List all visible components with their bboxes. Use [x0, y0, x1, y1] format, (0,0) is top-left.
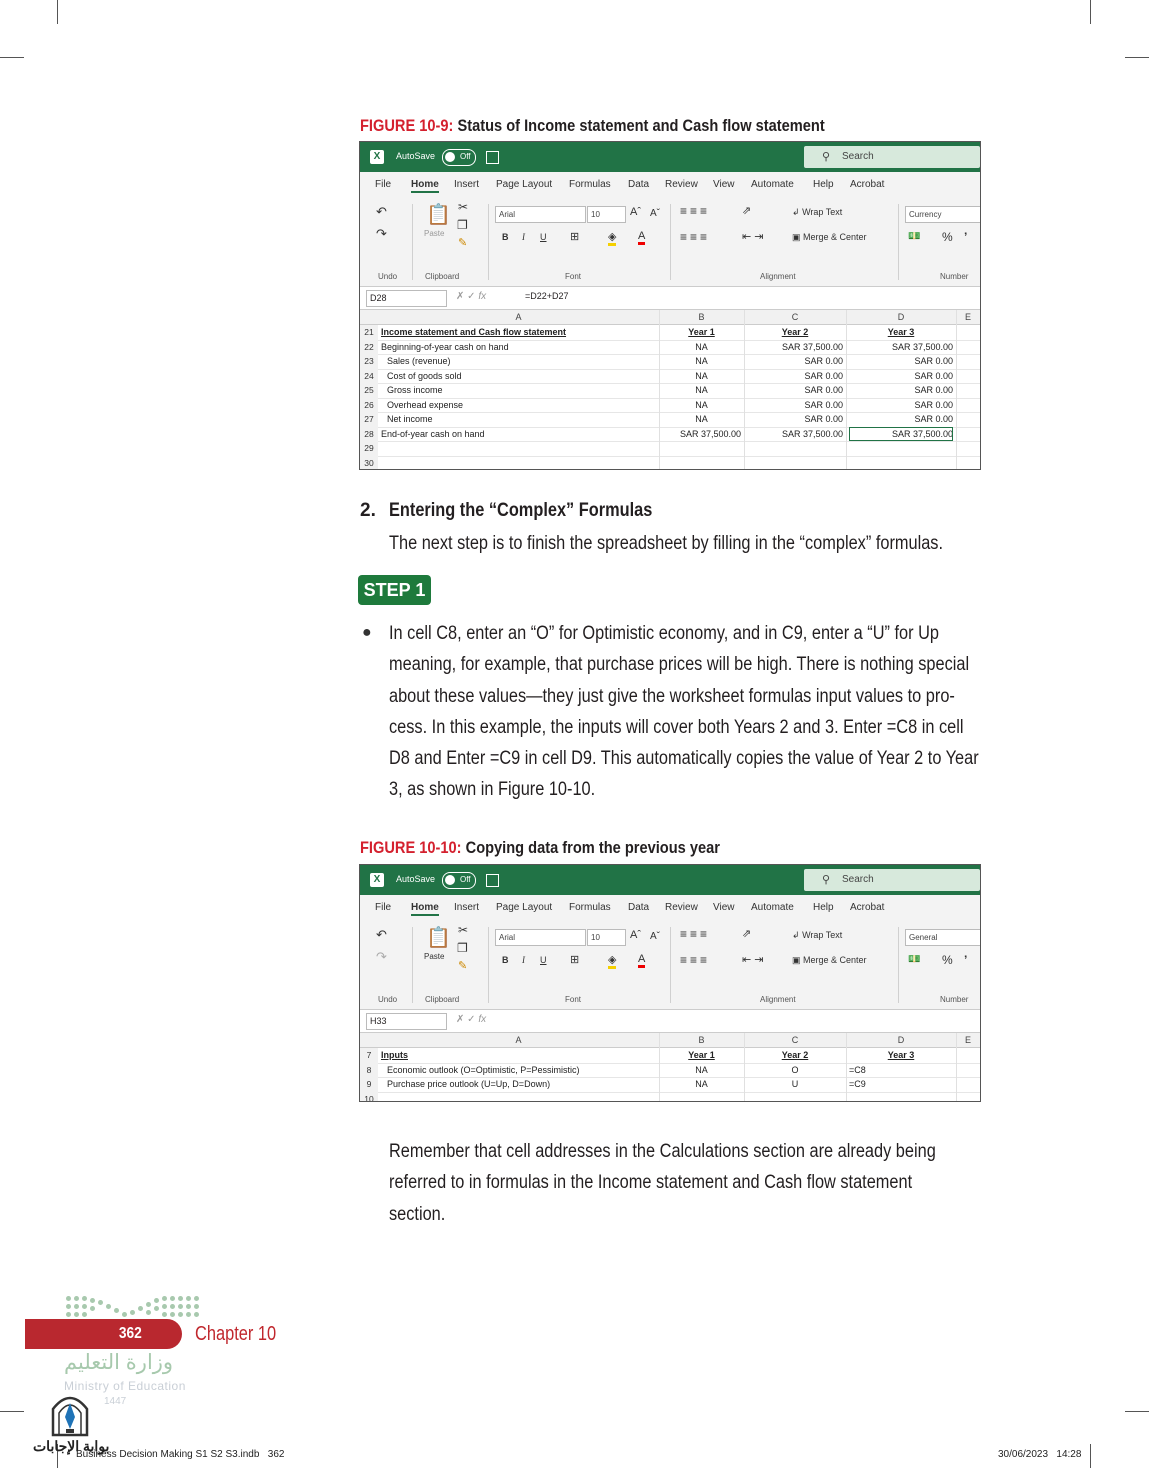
- copy-icon[interactable]: ❐: [457, 941, 468, 955]
- logo-dot: [146, 1302, 151, 1307]
- figure-caption: [360, 838, 720, 858]
- cell-d9[interactable]: =C9: [849, 1079, 866, 1089]
- step-badge: STEP 1: [358, 575, 431, 605]
- menu-help[interactable]: Help: [813, 179, 834, 190]
- menu-file[interactable]: File: [375, 902, 392, 913]
- column-header-d[interactable]: D: [846, 1033, 956, 1048]
- logo-dot: [186, 1312, 191, 1317]
- font-name-select[interactable]: Arial: [495, 206, 586, 223]
- cell-c22[interactable]: SAR 37,500.00: [781, 341, 843, 352]
- format-painter-icon[interactable]: ✎: [458, 960, 468, 972]
- undo-icon[interactable]: ↶: [376, 204, 387, 219]
- cell-a10[interactable]: [381, 1092, 662, 1103]
- crop-mark: [1125, 57, 1149, 58]
- autosave-label: AutoSave: [396, 151, 436, 161]
- excel-logo-icon: X: [370, 873, 384, 887]
- table-row: [360, 1077, 980, 1093]
- logo-dot: [74, 1304, 79, 1309]
- logo-dot: [194, 1304, 199, 1309]
- menu-acrobat[interactable]: Acrobat: [850, 179, 885, 190]
- cell-d23[interactable]: SAR 0.00: [914, 356, 953, 366]
- search-box[interactable]: ⚲ Search: [804, 869, 980, 891]
- text-line: meaning, for example, that purchase prices will be high. There is nothing special: [389, 654, 970, 676]
- page-number-tab: [25, 1319, 182, 1349]
- paste-icon[interactable]: 📋: [426, 927, 451, 949]
- group-undo: Undo: [378, 995, 398, 1004]
- percent-icon[interactable]: %: [942, 230, 953, 244]
- logo-dot: [138, 1306, 143, 1311]
- redo-icon[interactable]: ↷: [376, 226, 387, 241]
- cell-b27[interactable]: NA: [695, 414, 708, 424]
- logo-dot: [178, 1312, 183, 1317]
- table-row: [360, 441, 980, 457]
- menu-review[interactable]: Review: [665, 902, 698, 913]
- number-format-select[interactable]: Currency: [905, 206, 981, 223]
- row-number[interactable]: 28: [360, 427, 378, 442]
- column-header-e[interactable]: E: [956, 1033, 980, 1048]
- menu-page-layout[interactable]: Page Layout: [496, 902, 553, 913]
- text-line: cess. In this example, the inputs will cover both Years 2 and 3. Enter =C8 in cell: [389, 716, 964, 738]
- fill-color-icon[interactable]: ◈: [608, 230, 616, 246]
- section-number: 2.: [360, 500, 376, 521]
- cell-a9[interactable]: Purchase price outlook (U=Up, D=Down): [387, 1079, 551, 1089]
- logo-dot: [106, 1304, 111, 1309]
- autosave-toggle[interactable]: Off: [442, 149, 476, 166]
- logo-dot: [194, 1296, 199, 1301]
- cell-d27[interactable]: SAR 0.00: [914, 414, 953, 424]
- row-number[interactable]: 25: [360, 383, 378, 398]
- logo-dot: [170, 1296, 175, 1301]
- logo-dot: [186, 1304, 191, 1309]
- number-format-select[interactable]: General: [905, 929, 981, 946]
- row-number[interactable]: 27: [360, 412, 378, 427]
- column-header-d[interactable]: D: [846, 310, 956, 325]
- font-color-icon[interactable]: A: [638, 953, 645, 968]
- table-row: [360, 1063, 980, 1079]
- row-number[interactable]: 29: [360, 441, 378, 456]
- search-box[interactable]: ⚲ Search: [804, 146, 980, 168]
- underline-icon[interactable]: U: [540, 955, 547, 965]
- text-line: In cell C8, enter an “O” for Optimistic economy, and in C9, enter a “U” for Up: [389, 623, 940, 644]
- menu-home[interactable]: Home: [411, 179, 439, 193]
- select-all-corner[interactable]: [360, 1033, 378, 1048]
- text-line: section.: [389, 1203, 446, 1225]
- group-clipboard: Clipboard: [425, 995, 460, 1004]
- logo-dot: [82, 1312, 87, 1317]
- logo-dot: [114, 1308, 119, 1313]
- vertical-align-icons[interactable]: ≡≡≡: [680, 927, 711, 941]
- menu-view[interactable]: View: [713, 902, 735, 913]
- group-undo: Undo: [378, 272, 398, 281]
- text-line: D8 and Enter =C9 in cell D9. This automatically copies the value of Year 2 to Year: [389, 748, 979, 770]
- indent-icons[interactable]: ⇤⇥: [742, 954, 767, 966]
- menu-formulas[interactable]: Formulas: [569, 179, 611, 190]
- logo-dot: [130, 1310, 135, 1315]
- row-number[interactable]: 26: [360, 398, 378, 413]
- search-icon: ⚲: [822, 151, 831, 163]
- italic-icon[interactable]: I: [522, 955, 525, 965]
- logo-dot: [162, 1296, 167, 1301]
- title-bar: [360, 142, 980, 172]
- print-date-time: 30/06/2023 14:28: [998, 1449, 1082, 1460]
- menu-review[interactable]: Review: [665, 179, 698, 190]
- column-header-a[interactable]: A: [378, 310, 659, 325]
- cell-a7[interactable]: Inputs: [381, 1050, 408, 1060]
- portal-name: بوابة الإجابات: [33, 1438, 110, 1454]
- row-number[interactable]: 24: [360, 369, 378, 384]
- logo-dot: [186, 1296, 191, 1301]
- section-intro: The next step is to finish the spreadsheet by filling in the “complex” formulas.: [389, 533, 944, 554]
- logo-dot: [98, 1300, 103, 1305]
- cell-b7[interactable]: Year 1: [688, 1050, 715, 1060]
- menu-file[interactable]: File: [375, 179, 392, 190]
- closing-paragraph: [389, 1136, 936, 1230]
- cell-a24[interactable]: Cost of goods sold: [387, 370, 462, 381]
- cell-b30[interactable]: [662, 456, 741, 471]
- logo-dot: [194, 1312, 199, 1317]
- table-row: [360, 412, 980, 428]
- crop-mark: [1090, 0, 1091, 24]
- cell-c23[interactable]: SAR 0.00: [804, 356, 843, 366]
- page-number: 362: [119, 1325, 143, 1342]
- logo-dot: [82, 1304, 87, 1309]
- merge-center-button[interactable]: ▣ Merge & Center: [792, 232, 867, 242]
- undo-icon[interactable]: ↶: [376, 927, 387, 942]
- cell-b28[interactable]: SAR 37,500.00: [679, 428, 741, 439]
- cut-icon[interactable]: ✂: [458, 923, 469, 937]
- chapter-label: Chapter 10: [195, 1323, 277, 1345]
- select-all-corner[interactable]: [360, 310, 378, 325]
- orientation-icon[interactable]: ⇗: [742, 205, 752, 217]
- logo-dot: [178, 1304, 183, 1309]
- table-row: [360, 427, 980, 443]
- italic-icon[interactable]: I: [522, 232, 525, 242]
- menu-help[interactable]: Help: [813, 902, 834, 913]
- menu-data[interactable]: Data: [628, 179, 650, 190]
- cell-c24[interactable]: SAR 0.00: [804, 370, 843, 381]
- crop-mark: [0, 57, 24, 58]
- cell-a25[interactable]: Gross income: [387, 385, 443, 395]
- step-paragraph: [389, 618, 979, 806]
- cell-d30[interactable]: [849, 456, 953, 471]
- table-row: [360, 383, 980, 399]
- cell-b21[interactable]: Year 1: [688, 327, 715, 337]
- indent-icons[interactable]: ⇤⇥: [742, 231, 767, 243]
- accounting-format-icon[interactable]: 💵: [908, 954, 921, 965]
- save-icon[interactable]: [486, 874, 499, 887]
- paste-label: Paste: [424, 229, 445, 238]
- percent-icon[interactable]: %: [942, 953, 953, 967]
- cell-d24[interactable]: SAR 0.00: [914, 370, 953, 381]
- format-painter-icon[interactable]: ✎: [458, 237, 468, 249]
- cell-a27[interactable]: Net income: [387, 414, 433, 424]
- text-line: 3, as shown in Figure 10-10.: [389, 779, 596, 801]
- logo-dot: [178, 1296, 183, 1301]
- row-number[interactable]: 8: [360, 1063, 378, 1078]
- menu-automate[interactable]: Automate: [751, 179, 794, 190]
- font-size-select[interactable]: 10: [587, 929, 626, 946]
- worksheet-grid: [360, 310, 980, 470]
- logo-dot: [154, 1298, 159, 1303]
- redo-icon[interactable]: ↷: [376, 949, 387, 964]
- increase-font-icon[interactable]: Aˆ: [630, 929, 641, 941]
- cell-b25[interactable]: NA: [695, 385, 708, 395]
- file-name: Business Decision Making S1 S2 S3.indb 362: [76, 1449, 285, 1460]
- cell-c8[interactable]: O: [791, 1064, 799, 1075]
- cell-d7[interactable]: Year 3: [887, 1050, 915, 1060]
- decrease-font-icon[interactable]: Aˇ: [650, 931, 660, 942]
- autosave-label: AutoSave: [396, 874, 436, 884]
- cell-c30[interactable]: [747, 456, 843, 471]
- figure-caption: [360, 116, 825, 136]
- cell-b10[interactable]: [662, 1092, 741, 1103]
- borders-icon[interactable]: ⊞: [570, 954, 580, 966]
- group-number: Number: [940, 272, 969, 281]
- cell-c7[interactable]: Year 2: [781, 1050, 809, 1060]
- title-bar: [360, 865, 980, 895]
- ministry-year: 1447: [104, 1396, 127, 1407]
- cell-b22[interactable]: NA: [695, 341, 708, 352]
- ministry-arabic: وزارة التعليم: [64, 1351, 174, 1374]
- crop-mark: [0, 1411, 24, 1412]
- ribbon: [360, 196, 980, 287]
- cell-d25[interactable]: SAR 0.00: [914, 385, 953, 395]
- name-box[interactable]: D28: [366, 290, 447, 307]
- cell-c27[interactable]: SAR 0.00: [804, 414, 843, 424]
- group-alignment: Alignment: [760, 995, 796, 1004]
- column-header-c[interactable]: C: [744, 1033, 846, 1048]
- cell-c9[interactable]: U: [791, 1079, 799, 1089]
- table-row: [360, 456, 980, 471]
- logo-dot: [66, 1304, 71, 1309]
- function-icon[interactable]: ✗ ✓ fx: [456, 1014, 487, 1025]
- copy-icon[interactable]: ❐: [457, 218, 468, 232]
- group-clipboard: Clipboard: [425, 272, 460, 281]
- vertical-align-icons[interactable]: ≡≡≡: [680, 204, 711, 218]
- wrap-text-button[interactable]: ↲ Wrap Text: [792, 207, 843, 217]
- menu-insert[interactable]: Insert: [454, 902, 480, 913]
- cell-d8[interactable]: =C8: [849, 1064, 866, 1075]
- logo-dot: [154, 1306, 159, 1311]
- bullet-icon: ●: [362, 624, 372, 641]
- merge-center-icon: ▣: [792, 232, 801, 242]
- ministry-english: Ministry of Education: [64, 1379, 186, 1393]
- bold-icon[interactable]: B: [502, 955, 509, 965]
- cell-d10[interactable]: [849, 1092, 953, 1103]
- logo-dot: [74, 1296, 79, 1301]
- row-number[interactable]: 23: [360, 354, 378, 369]
- name-box[interactable]: H33: [366, 1013, 447, 1030]
- cell-a28[interactable]: End-of-year cash on hand: [381, 428, 485, 439]
- text-line: about these values—they just give the worksheet formulas input values to pro-: [389, 685, 955, 707]
- logo-dot: [146, 1310, 151, 1315]
- cell-b23[interactable]: NA: [695, 356, 708, 366]
- logo-dot: [90, 1298, 95, 1303]
- cell-b9[interactable]: NA: [695, 1079, 708, 1089]
- row-number[interactable]: 22: [360, 340, 378, 355]
- menu-formulas[interactable]: Formulas: [569, 902, 611, 913]
- crop-mark: [57, 0, 58, 24]
- menu-bar: [360, 172, 980, 196]
- increase-font-icon[interactable]: Aˆ: [630, 206, 641, 218]
- font-size-select[interactable]: 10: [587, 206, 626, 223]
- logo-dot: [74, 1312, 79, 1317]
- group-alignment: Alignment: [760, 272, 796, 281]
- cell-c28[interactable]: SAR 37,500.00: [781, 428, 843, 439]
- column-header-b[interactable]: B: [659, 1033, 744, 1048]
- figure-title: Status of Income statement and Cash flow statement: [457, 116, 825, 135]
- row-number[interactable]: 9: [360, 1077, 378, 1092]
- horizontal-align-icons[interactable]: ≡≡≡: [680, 953, 711, 967]
- autosave-toggle[interactable]: Off: [442, 872, 476, 889]
- text-line: Remember that cell addresses in the Calculations section are already being: [389, 1141, 936, 1162]
- excel-window: [359, 141, 981, 470]
- accounting-format-icon[interactable]: 💵: [908, 231, 921, 242]
- logo-dot: [162, 1304, 167, 1309]
- column-header-e[interactable]: E: [956, 310, 980, 325]
- bold-icon[interactable]: B: [502, 232, 509, 242]
- font-name-select[interactable]: Arial: [495, 929, 586, 946]
- table-row: [360, 398, 980, 414]
- cell-b26[interactable]: NA: [695, 399, 708, 410]
- logo-dot: [170, 1304, 175, 1309]
- merge-center-icon: ▣: [792, 955, 801, 965]
- menu-view[interactable]: View: [713, 179, 735, 190]
- cell-c25[interactable]: SAR 0.00: [804, 385, 843, 395]
- row-number[interactable]: 30: [360, 456, 378, 471]
- excel-window: [359, 864, 981, 1102]
- cell-d21[interactable]: Year 3: [887, 327, 915, 337]
- comma-style-icon[interactable]: ’: [964, 230, 968, 244]
- comma-style-icon[interactable]: ’: [964, 953, 968, 967]
- horizontal-align-icons[interactable]: ≡≡≡: [680, 230, 711, 244]
- group-font: Font: [565, 995, 582, 1004]
- cell-b8[interactable]: NA: [695, 1064, 708, 1075]
- cell-d28[interactable]: SAR 37,500.00: [849, 427, 953, 442]
- menu-data[interactable]: Data: [628, 902, 650, 913]
- worksheet-grid: [360, 1033, 980, 1102]
- cell-a30[interactable]: [381, 456, 662, 471]
- table-row: [360, 325, 980, 341]
- function-icon[interactable]: ✗ ✓ fx: [456, 291, 487, 302]
- cell-a29[interactable]: [381, 441, 662, 456]
- cut-icon[interactable]: ✂: [458, 200, 469, 214]
- fill-color-icon[interactable]: ◈: [608, 953, 616, 969]
- paste-label: Paste: [424, 952, 445, 961]
- figure-number: FIGURE 10-9:: [360, 116, 454, 135]
- borders-icon[interactable]: ⊞: [570, 231, 580, 243]
- row-number[interactable]: 7: [360, 1048, 378, 1063]
- menu-home[interactable]: Home: [411, 902, 439, 916]
- cell-c26[interactable]: SAR 0.00: [804, 399, 843, 410]
- paste-icon[interactable]: 📋: [426, 204, 451, 226]
- save-icon[interactable]: [486, 151, 499, 164]
- logo-dot: [90, 1306, 95, 1311]
- column-header-b[interactable]: B: [659, 310, 744, 325]
- excel-logo-icon: X: [370, 150, 384, 164]
- table-row: [360, 340, 980, 356]
- section-heading: Entering the “Complex” Formulas: [389, 500, 653, 521]
- figure-title: Copying data from the previous year: [465, 838, 720, 857]
- formula-bar: [360, 287, 980, 310]
- crop-mark: [1125, 1411, 1149, 1412]
- cell-a8[interactable]: Economic outlook (O=Optimistic, P=Pessimistic): [387, 1064, 580, 1075]
- logo-dot: [162, 1312, 167, 1317]
- cell-d22[interactable]: SAR 37,500.00: [891, 341, 953, 352]
- table-row: [360, 1048, 980, 1064]
- portal-logo-icon: [49, 1391, 91, 1437]
- cell-c10[interactable]: [747, 1092, 843, 1103]
- formula-input[interactable]: =D22+D27: [525, 291, 569, 301]
- crop-mark: [1090, 1444, 1091, 1468]
- cell-b24[interactable]: NA: [695, 370, 708, 381]
- underline-icon[interactable]: U: [540, 232, 547, 242]
- column-header-c[interactable]: C: [744, 310, 846, 325]
- cell-b29[interactable]: [662, 441, 741, 456]
- logo-dot: [122, 1312, 127, 1317]
- cell-d26[interactable]: SAR 0.00: [914, 399, 953, 410]
- figure-number: FIGURE 10-10:: [360, 838, 462, 857]
- menu-acrobat[interactable]: Acrobat: [850, 902, 885, 913]
- merge-center-button[interactable]: ▣ Merge & Center: [792, 955, 867, 965]
- cell-a22[interactable]: Beginning-of-year cash on hand: [381, 341, 509, 352]
- text-line: referred to in formulas in the Income statement and Cash flow statement: [389, 1172, 913, 1194]
- cell-a23[interactable]: Sales (revenue): [387, 356, 451, 366]
- cell-c21[interactable]: Year 2: [781, 327, 809, 337]
- cell-a21[interactable]: Income statement and Cash flow statement: [381, 327, 567, 337]
- group-number: Number: [940, 995, 969, 1004]
- table-row: [360, 1092, 980, 1103]
- menu-automate[interactable]: Automate: [751, 902, 794, 913]
- logo-dot: [66, 1312, 71, 1317]
- row-number[interactable]: 21: [360, 325, 378, 340]
- menu-insert[interactable]: Insert: [454, 179, 480, 190]
- cell-a26[interactable]: Overhead expense: [387, 399, 464, 410]
- wrap-text-icon: ↲: [792, 207, 800, 217]
- logo-dot: [170, 1312, 175, 1317]
- ribbon: [360, 919, 980, 1010]
- font-color-icon[interactable]: A: [638, 230, 645, 245]
- column-header-a[interactable]: A: [378, 1033, 659, 1048]
- wrap-text-icon: ↲: [792, 930, 800, 940]
- group-font: Font: [565, 272, 582, 281]
- formula-bar: [360, 1010, 980, 1033]
- wrap-text-button[interactable]: ↲ Wrap Text: [792, 930, 843, 940]
- cell-d29[interactable]: [849, 441, 953, 456]
- logo-dot: [66, 1296, 71, 1301]
- cell-c29[interactable]: [747, 441, 843, 456]
- decrease-font-icon[interactable]: Aˇ: [650, 208, 660, 219]
- row-number[interactable]: 10: [360, 1092, 378, 1103]
- orientation-icon[interactable]: ⇗: [742, 928, 752, 940]
- search-icon: ⚲: [822, 874, 831, 886]
- menu-page-layout[interactable]: Page Layout: [496, 179, 553, 190]
- table-row: [360, 354, 980, 370]
- menu-bar: [360, 895, 980, 919]
- table-row: [360, 369, 980, 385]
- logo-dot: [82, 1296, 87, 1301]
